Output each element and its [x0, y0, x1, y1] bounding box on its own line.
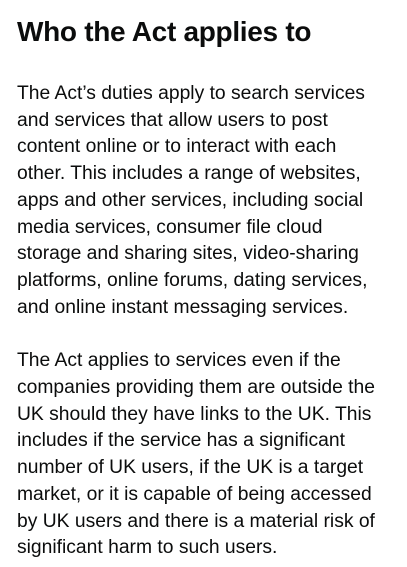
- text-line: includes if the service has a significant: [17, 430, 345, 452]
- paragraph-act-scope: [17, 348, 393, 562]
- text-line: and online instant messaging services.: [17, 296, 349, 318]
- text-line: UK should they have links to the UK. This: [17, 403, 372, 425]
- text-line: number of UK users, if the UK is a target: [17, 457, 364, 479]
- text-line: market, or it is capable of being accessed: [17, 483, 372, 505]
- text-line: media services, consumer file cloud: [17, 216, 323, 238]
- section-heading: Who the Act applies to: [17, 16, 312, 47]
- text-line: and services that allow users to post: [17, 109, 328, 131]
- text-line: other. This includes a range of websites,: [17, 163, 361, 185]
- text-line: content online or to interact with each: [17, 136, 337, 158]
- text-line: by UK users and there is a material risk of: [17, 510, 375, 532]
- text-line: storage and sharing sites, video-sharing: [17, 243, 359, 265]
- text-line: apps and other services, including social: [17, 189, 364, 211]
- text-line: platforms, online forums, dating services,: [17, 269, 368, 291]
- text-line: significant harm to such users.: [17, 537, 278, 559]
- paragraph-act-duties: [17, 81, 393, 321]
- text-line: companies providing them are outside the: [17, 377, 375, 399]
- text-line: The Act’s duties apply to search services: [17, 83, 365, 104]
- text-line: The Act applies to services even if the: [17, 350, 341, 372]
